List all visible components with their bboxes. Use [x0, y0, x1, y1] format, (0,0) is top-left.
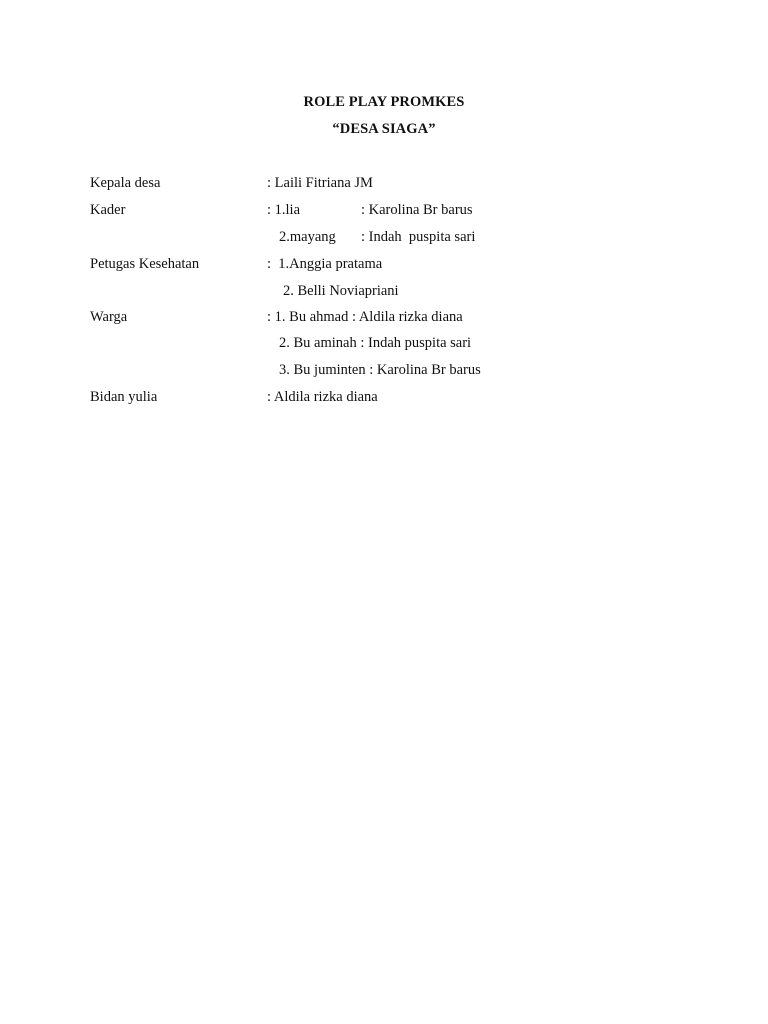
warga-item-1: : 1. Bu ahmad : Aldila rizka diana — [267, 309, 463, 325]
role-value-bidan-yulia: : Aldila rizka diana — [267, 389, 378, 405]
role-label-bidan-yulia: Bidan yulia — [90, 389, 158, 405]
warga-item-2: 2. Bu aminah : Indah puspita sari — [279, 335, 472, 351]
role-label-kepala-desa: Kepala desa — [90, 175, 161, 191]
role-label-petugas-kesehatan: Petugas Kesehatan — [90, 256, 200, 272]
kader-role-1: : 1.lia — [267, 202, 301, 218]
role-label-warga: Warga — [90, 309, 128, 325]
kader-role-2: 2.mayang — [279, 229, 336, 245]
kader-name-1: : Karolina Br barus — [361, 202, 473, 218]
kader-name-2: : Indah puspita sari — [361, 229, 476, 245]
warga-item-3: 3. Bu juminten : Karolina Br barus — [279, 362, 481, 378]
petugas-item-1: : 1.Anggia pratama — [267, 256, 383, 272]
document-title: ROLE PLAY PROMKES — [303, 94, 465, 110]
role-label-kader: Kader — [90, 202, 126, 218]
document-subtitle: “DESA SIAGA” — [332, 121, 436, 137]
role-value-kepala-desa: : Laili Fitriana JM — [267, 175, 373, 191]
petugas-item-2: 2. Belli Noviapriani — [283, 283, 399, 299]
